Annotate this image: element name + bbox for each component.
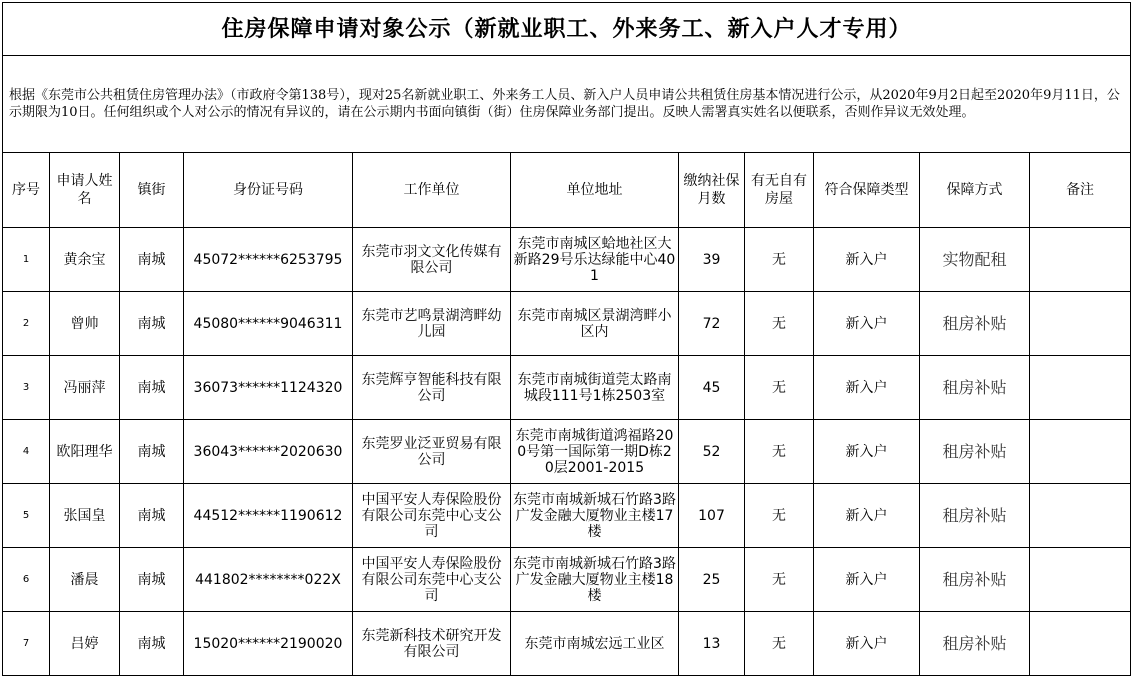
- header-type: 符合保障类型: [814, 153, 920, 228]
- cell-months: 52: [679, 420, 745, 484]
- cell-type: 新入户: [814, 612, 920, 676]
- cell-town: 南城: [120, 484, 184, 548]
- cell-method: 租房补贴: [920, 612, 1030, 676]
- cell-type: 新入户: [814, 420, 920, 484]
- cell-months: 13: [679, 612, 745, 676]
- header-method: 保障方式: [920, 153, 1030, 228]
- cell-town: 南城: [120, 548, 184, 612]
- cell-months: 72: [679, 292, 745, 356]
- applicant-table: [2, 2, 1131, 676]
- cell-town: 南城: [120, 612, 184, 676]
- cell-house: 无: [745, 356, 814, 420]
- cell-house: 无: [745, 548, 814, 612]
- cell-id: 45080******9046311: [184, 292, 353, 356]
- table-row: [3, 612, 1131, 676]
- cell-seq: 2: [3, 292, 50, 356]
- cell-name: 黄余宝: [50, 228, 120, 292]
- cell-house: 无: [745, 612, 814, 676]
- cell-method: 租房补贴: [920, 420, 1030, 484]
- cell-name: 欧阳理华: [50, 420, 120, 484]
- cell-remark: [1030, 420, 1131, 484]
- cell-type: 新入户: [814, 292, 920, 356]
- cell-employer: 东莞市羽文文化传媒有限公司: [353, 228, 511, 292]
- cell-seq: 3: [3, 356, 50, 420]
- header-seq: 序号: [3, 153, 50, 228]
- cell-house: 无: [745, 228, 814, 292]
- header-months: 缴纳社保月数: [679, 153, 745, 228]
- cell-name: 曾帅: [50, 292, 120, 356]
- cell-type: 新入户: [814, 484, 920, 548]
- cell-seq: 7: [3, 612, 50, 676]
- cell-method: 租房补贴: [920, 484, 1030, 548]
- cell-remark: [1030, 292, 1131, 356]
- header-employer: 工作单位: [353, 153, 511, 228]
- cell-type: 新入户: [814, 548, 920, 612]
- page-title: 住房保障申请对象公示（新就业职工、外来务工、新入户人才专用）: [3, 3, 1131, 56]
- cell-address: 东莞市南城新城石竹路3路广发金融大厦物业主楼18楼: [511, 548, 679, 612]
- cell-town: 南城: [120, 420, 184, 484]
- cell-employer: 中国平安人寿保险股份有限公司东莞中心支公司: [353, 548, 511, 612]
- cell-town: 南城: [120, 356, 184, 420]
- table-row: [3, 292, 1131, 356]
- header-house: 有无自有房屋: [745, 153, 814, 228]
- cell-months: 107: [679, 484, 745, 548]
- cell-house: 无: [745, 420, 814, 484]
- cell-address: 东莞市南城区蛤地社区大新路29号乐达绿能中心401: [511, 228, 679, 292]
- table-row: [3, 356, 1131, 420]
- cell-name: 潘晨: [50, 548, 120, 612]
- table-row: [3, 548, 1131, 612]
- cell-town: 南城: [120, 228, 184, 292]
- cell-employer: 东莞市艺鸣景湖湾畔幼儿园: [353, 292, 511, 356]
- cell-name: 冯丽萍: [50, 356, 120, 420]
- header-id: 身份证号码: [184, 153, 353, 228]
- cell-method: 实物配租: [920, 228, 1030, 292]
- cell-address: 东莞市南城街道莞太路南城段111号1栋2503室: [511, 356, 679, 420]
- table-row: [3, 420, 1131, 484]
- cell-id: 441802********022X: [184, 548, 353, 612]
- cell-remark: [1030, 548, 1131, 612]
- cell-type: 新入户: [814, 356, 920, 420]
- cell-employer: 东莞辉亨智能科技有限公司: [353, 356, 511, 420]
- table-header-row: [3, 153, 1131, 228]
- cell-employer: 中国平安人寿保险股份有限公司东莞中心支公司: [353, 484, 511, 548]
- cell-address: 东莞市南城新城石竹路3路广发金融大厦物业主楼17楼: [511, 484, 679, 548]
- cell-id: 36043******2020630: [184, 420, 353, 484]
- cell-months: 39: [679, 228, 745, 292]
- cell-remark: [1030, 228, 1131, 292]
- cell-seq: 5: [3, 484, 50, 548]
- cell-name: 张国皇: [50, 484, 120, 548]
- cell-name: 吕婷: [50, 612, 120, 676]
- cell-seq: 4: [3, 420, 50, 484]
- cell-house: 无: [745, 484, 814, 548]
- cell-months: 25: [679, 548, 745, 612]
- cell-id: 36073******1124320: [184, 356, 353, 420]
- notice-paragraph: 根据《东莞市公共租赁住房管理办法》（市政府令第138号），现对25名新就业职工、外来务工人员、新入户人员申请公共租赁住房基本情况进行公示，从2020年9月2日起至2020年9月11日，公示期限为10日。任何组织或个人对公示的情况有异议的，请在公示期内书面向镇街（街）住房保障业务部门提出。反映人需署真实姓名以便联系，否则作异议无效处理。: [3, 56, 1131, 153]
- header-name: 申请人姓名: [50, 153, 120, 228]
- cell-employer: 东莞罗业泛亚贸易有限公司: [353, 420, 511, 484]
- header-remark: 备注: [1030, 153, 1131, 228]
- notice-sheet: [2, 2, 1130, 672]
- cell-seq: 1: [3, 228, 50, 292]
- cell-town: 南城: [120, 292, 184, 356]
- cell-method: 租房补贴: [920, 292, 1030, 356]
- cell-months: 45: [679, 356, 745, 420]
- cell-seq: 6: [3, 548, 50, 612]
- cell-address: 东莞市南城宏远工业区: [511, 612, 679, 676]
- header-address: 单位地址: [511, 153, 679, 228]
- cell-remark: [1030, 612, 1131, 676]
- cell-type: 新入户: [814, 228, 920, 292]
- cell-address: 东莞市南城区景湖湾畔小区内: [511, 292, 679, 356]
- cell-id: 44512******1190612: [184, 484, 353, 548]
- cell-employer: 东莞新科技术研究开发有限公司: [353, 612, 511, 676]
- header-town: 镇街: [120, 153, 184, 228]
- cell-address: 东莞市南城街道鸿福路200号第一国际第一期D栋20层2001-2015: [511, 420, 679, 484]
- cell-method: 租房补贴: [920, 548, 1030, 612]
- cell-house: 无: [745, 292, 814, 356]
- table-row: [3, 228, 1131, 292]
- cell-remark: [1030, 356, 1131, 420]
- table-row: [3, 484, 1131, 548]
- cell-id: 45072******6253795: [184, 228, 353, 292]
- cell-method: 租房补贴: [920, 356, 1030, 420]
- cell-id: 15020******2190020: [184, 612, 353, 676]
- cell-remark: [1030, 484, 1131, 548]
